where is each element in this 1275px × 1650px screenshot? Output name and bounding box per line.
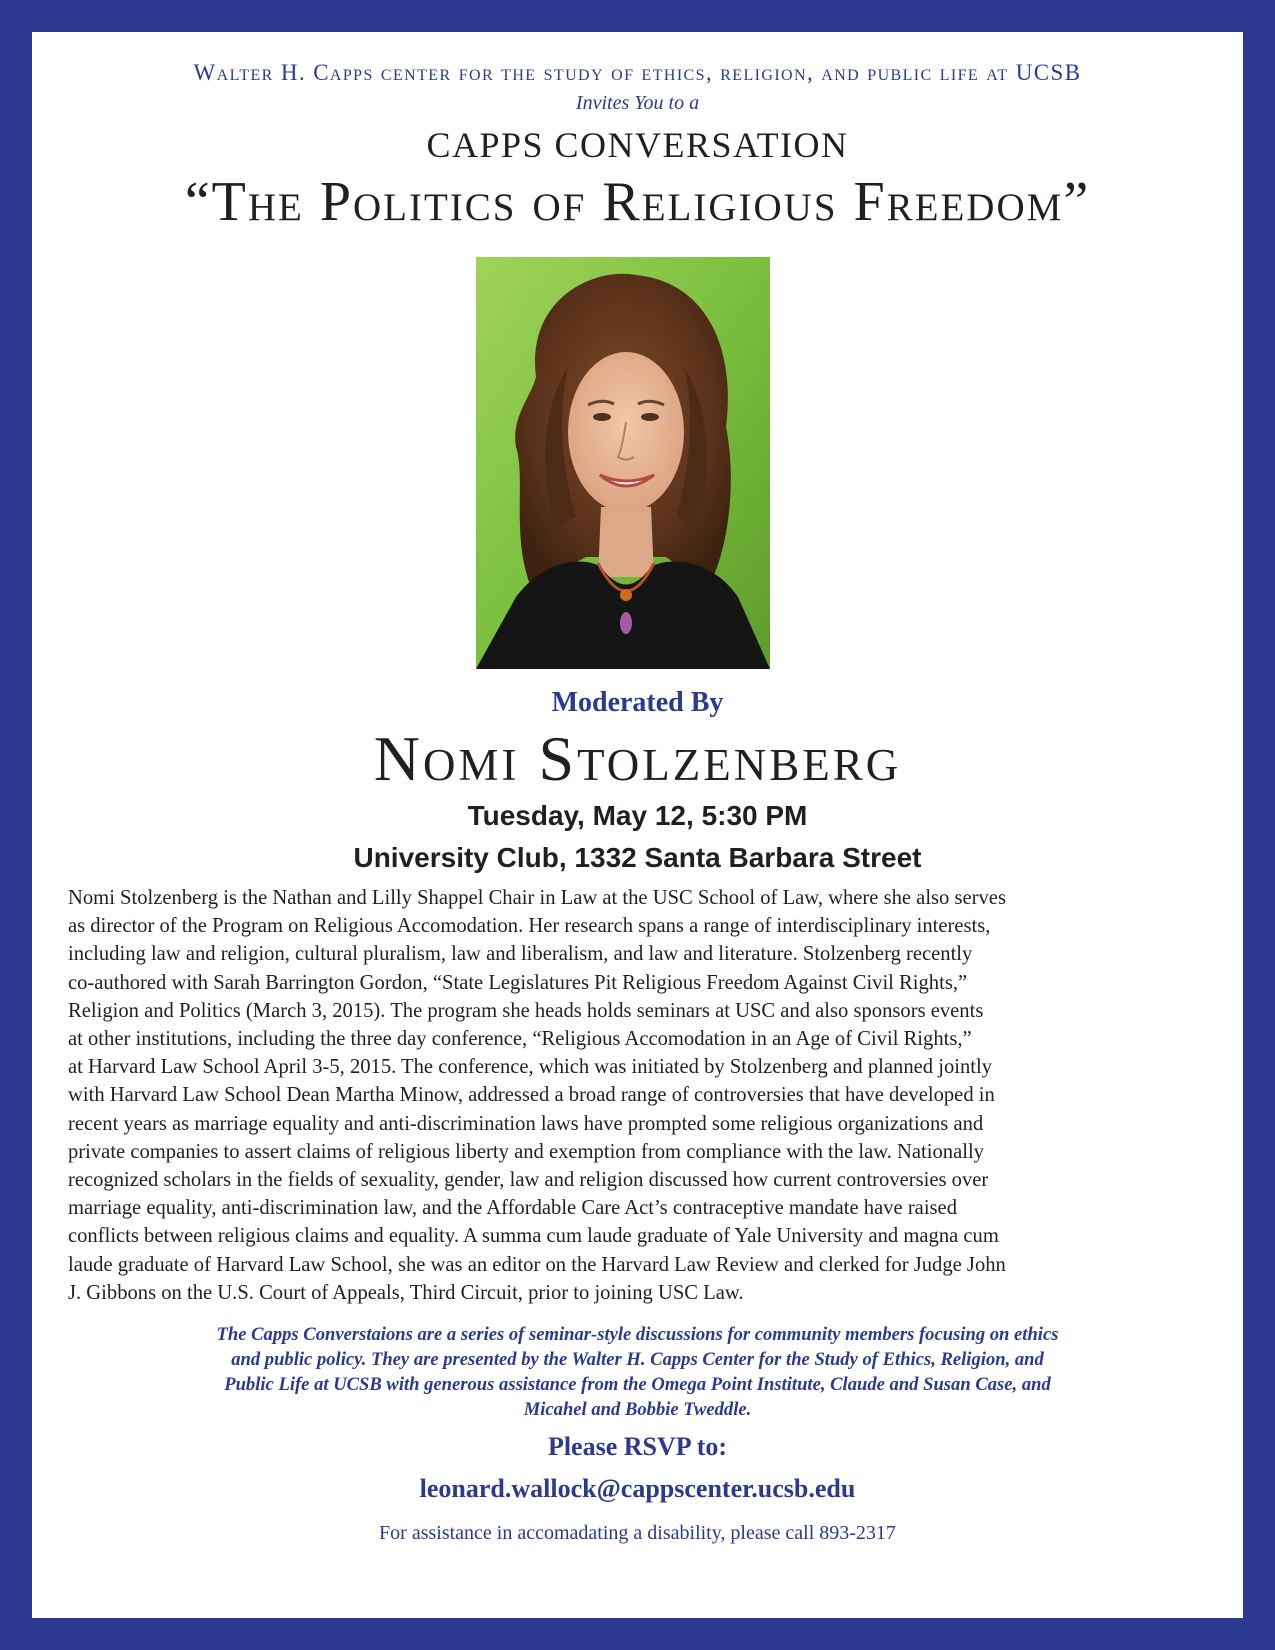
- bio-line: Religion and Politics (March 3, 2015). The program she heads holds seminars at USC and also sponsors events: [68, 999, 984, 1022]
- series-name: CAPPS CONVERSATION: [426, 125, 849, 165]
- event-date-time: Tuesday, May 12, 5:30 PM: [467, 800, 808, 831]
- disability-assistance-note: For assistance in accomadating a disability, please call 893-2317: [379, 1522, 896, 1544]
- bio-line: Nomi Stolzenberg is the Nathan and Lilly Shappel Chair in Law at the USC School of Law, where she also serves: [68, 887, 1006, 909]
- bio-line: recent years as marriage equality and anti-discrimination laws have prompted some religious organizations and: [68, 1112, 984, 1135]
- flyer-page: [32, 32, 1243, 1618]
- speaker-name: Nomi Stolzenberg: [373, 723, 902, 794]
- moderated-by-label: Moderated By: [551, 687, 724, 718]
- invitation-line: Invites You to a: [575, 92, 700, 114]
- bio-line: at other institutions, including the three day conference, “Religious Accomodation in an Age of Civil Rights,”: [68, 1028, 972, 1051]
- bio-line: as director of the Program on Religious Accomodation. Her research spans a range of interdisciplinary interests,: [68, 915, 991, 938]
- bio-line: co-authored with Sarah Barrington Gordon, “State Legislatures Pit Religious Freedom Against Civil Rights,”: [68, 971, 968, 994]
- bio-line: with Harvard Law School Dean Martha Minow, addressed a broad range of controversies that have developed in: [68, 1084, 995, 1107]
- speaker-bio: [68, 884, 1218, 1307]
- bio-line: conflicts between religious claims and equality. A summa cum laude graduate of Yale University and magna cum: [68, 1225, 999, 1248]
- rsvp-email-link[interactable]: leonard.wallock@cappscenter.ucsb.edu: [419, 1474, 856, 1503]
- event-venue: University Club, 1332 Santa Barbara Street: [353, 842, 922, 873]
- bio-line: laude graduate of Harvard Law School, she was an editor on the Harvard Law Review and clerked for Judge John: [68, 1253, 1006, 1276]
- note-line: and public policy. They are presented by the Walter H. Capps Center for the Study of Ethics, Religion, and: [231, 1349, 1044, 1370]
- organization-name: Walter H. Capps center for the study of ethics, religion, and public life at UCSB: [193, 60, 1082, 85]
- note-line: Public Life at UCSB with generous assistance from the Omega Point Institute, Claude and Susan Case, and: [224, 1374, 1051, 1395]
- bio-line: at Harvard Law School April 3-5, 2015. The conference, which was initiated by Stolzenberg and planned jointly: [68, 1056, 992, 1079]
- rsvp-label: Please RSVP to:: [547, 1432, 728, 1461]
- bio-line: including law and religion, cultural pluralism, law and liberalism, and law and literature. Stolzenberg recently: [68, 943, 973, 966]
- bio-line: recognized scholars in the fields of sexuality, gender, law and religion discussed how current controversies over: [68, 1169, 989, 1192]
- bio-line: J. Gibbons on the U.S. Court of Appeals, Third Circuit, prior to joining USC Law.: [68, 1281, 744, 1304]
- bio-line: private companies to assert claims of religious liberty and exemption from compliance with the law. Nationally: [68, 1140, 984, 1163]
- note-line: The Capps Converstaions are a series of seminar-style discussions for community members focusing on ethics: [216, 1324, 1059, 1345]
- speaker-photo: [476, 257, 770, 669]
- bio-line: marriage equality, anti-discrimination law, and the Affordable Care Act’s contraceptive mandate have raised: [68, 1197, 957, 1220]
- note-line: Micahel and Bobbie Tweddle.: [523, 1399, 752, 1420]
- series-description: [92, 1322, 1183, 1422]
- event-title: “The Politics of Religious Freedom”: [184, 171, 1091, 233]
